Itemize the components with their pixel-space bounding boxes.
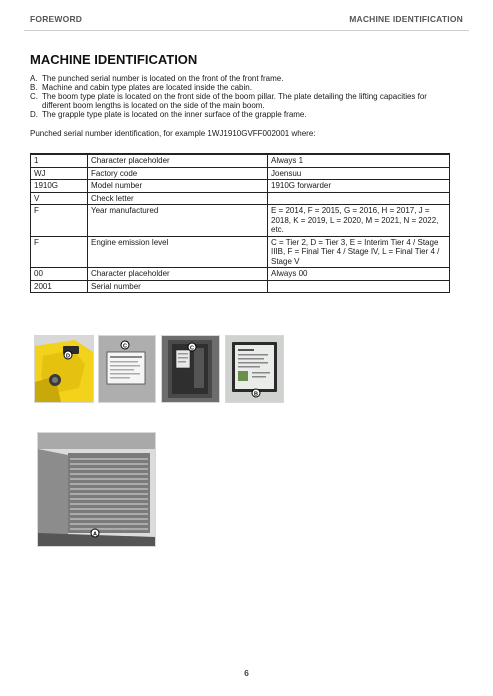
table-row (31, 154, 450, 167)
value-cell: 1910G forwarder (268, 180, 450, 193)
table-row (31, 192, 450, 205)
list-text: Machine and cabin type plates are located inside the cabin. (42, 83, 252, 92)
meaning-cell: Check letter (88, 192, 268, 205)
list-letter: D. (30, 110, 38, 119)
value-cell: Joensuu (268, 167, 450, 180)
value-cell (268, 192, 450, 205)
table-row (31, 205, 450, 237)
list-item (30, 110, 450, 119)
list-item (30, 83, 450, 92)
list-text: The grapple type plate is located on the inner surface of the grapple frame. (42, 110, 307, 119)
cabin-plate-photo (225, 335, 284, 403)
list-text: The punched serial number is located on the front of the front frame. (42, 74, 284, 83)
table-row (31, 180, 450, 193)
header-divider (24, 30, 469, 31)
code-cell: 1910G (31, 180, 88, 193)
meaning-cell: Factory code (88, 167, 268, 180)
grapple-photo (34, 335, 94, 403)
callout-label: C (123, 343, 127, 350)
header-section: FOREWORD (30, 14, 83, 24)
value-cell: Always 00 (268, 268, 450, 281)
code-cell: WJ (31, 167, 88, 180)
table-row (31, 268, 450, 281)
page-header (30, 14, 463, 28)
code-cell: V (31, 192, 88, 205)
code-cell: F (31, 236, 88, 268)
list-letter: C. (30, 92, 38, 101)
front-frame-photo (37, 432, 156, 547)
table-row (31, 236, 450, 268)
callout-label: B (254, 391, 258, 398)
value-cell: E = 2014, F = 2015, G = 2016, H = 2017, J = 2018, K = 2019, L = 2020, M = 2021, N = 2022, etc. (268, 205, 450, 237)
meaning-cell: Character placeholder (88, 154, 268, 167)
callout-label: A (93, 531, 97, 538)
code-cell: 00 (31, 268, 88, 281)
callout-label: C (190, 345, 194, 352)
value-cell (268, 280, 450, 293)
meaning-cell: Serial number (88, 280, 268, 293)
meaning-cell: Model number (88, 180, 268, 193)
boom-plate-photo (98, 335, 156, 403)
meaning-cell: Character placeholder (88, 268, 268, 281)
callout-label: D (66, 353, 70, 360)
meaning-cell: Year manufactured (88, 205, 268, 237)
list-item (30, 74, 450, 83)
value-cell: C = Tier 2, D = Tier 3, E = Interim Tier 4 / Stage IIIB, F = Final Tier 4 / Stage IV, L = Final Tier 4 / Stage V (268, 236, 450, 268)
header-chapter: MACHINE IDENTIFICATION (349, 14, 463, 24)
list-letter: B. (30, 83, 38, 92)
value-cell: Always 1 (268, 154, 450, 167)
table-row (31, 167, 450, 180)
code-cell: F (31, 205, 88, 237)
list-item (30, 92, 450, 110)
table-row (31, 280, 450, 293)
code-cell: 1 (31, 154, 88, 167)
serial-intro: Punched serial number identification, for example 1WJ1910GVFF002001 where: (30, 129, 316, 138)
section-title: MACHINE IDENTIFICATION (30, 52, 198, 67)
list-letter: A. (30, 74, 38, 83)
page-number: 6 (244, 668, 249, 678)
serial-number-table (30, 153, 450, 293)
meaning-cell: Engine emission level (88, 236, 268, 268)
boom-pillar-photo (161, 335, 220, 403)
code-cell: 2001 (31, 280, 88, 293)
list-text: The boom type plate is located on the front side of the boom pillar. The plate detailing the lifting capacities for different boom lengths is located on the side of the main boom. (42, 92, 427, 110)
location-list (30, 74, 450, 119)
